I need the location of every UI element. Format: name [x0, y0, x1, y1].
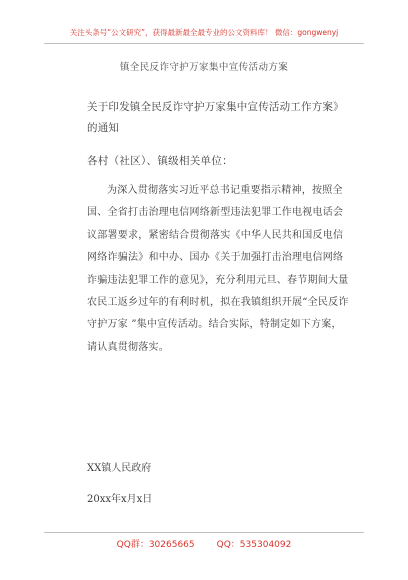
notice-title: 关于印发镇全民反诈守护万家集中宣传活动工作方案》的通知: [87, 101, 344, 134]
addressee-line: 各村（社区）、镇级相关单位：: [87, 155, 233, 167]
footer-divider: [44, 532, 364, 533]
footer-qq: QQ：535304092: [216, 540, 292, 550]
footer-contact: [0, 537, 408, 550]
signature-date: 20xx年x月x日: [87, 494, 153, 505]
footer-qq-group: QQ群：30265665: [116, 540, 195, 550]
body-paragraph: 为深入贯彻落实习近平总书记重要指示精神，按照全国、全省打击治理电信网络新型违法犯罪工作电视电话会议部署要求，紧密结合贯彻落实《中华人民共和国反电信网络诈骗法》和中办、国办《关于加强打击治理电信网络诈骗违法犯罪工作的意见》，充分利用元旦、春节期间大量农民工返乡过年的有利时机，拟在我镇组织开展“全民反诈 守护万家 ”集中宣传活动。结合实际，特制定如下方案，请认真贯彻落实。: [87, 185, 349, 353]
signature-organization: XX镇人民政府: [87, 463, 152, 474]
header-divider: [44, 43, 364, 44]
header-banner: 关注头条号“公文研究”，获得最新最全最专业的公文资料库！ 微信：gongwenyj: [69, 28, 339, 37]
document-title: 镇全民反诈守护万家集中宣传活动方案: [119, 62, 289, 73]
